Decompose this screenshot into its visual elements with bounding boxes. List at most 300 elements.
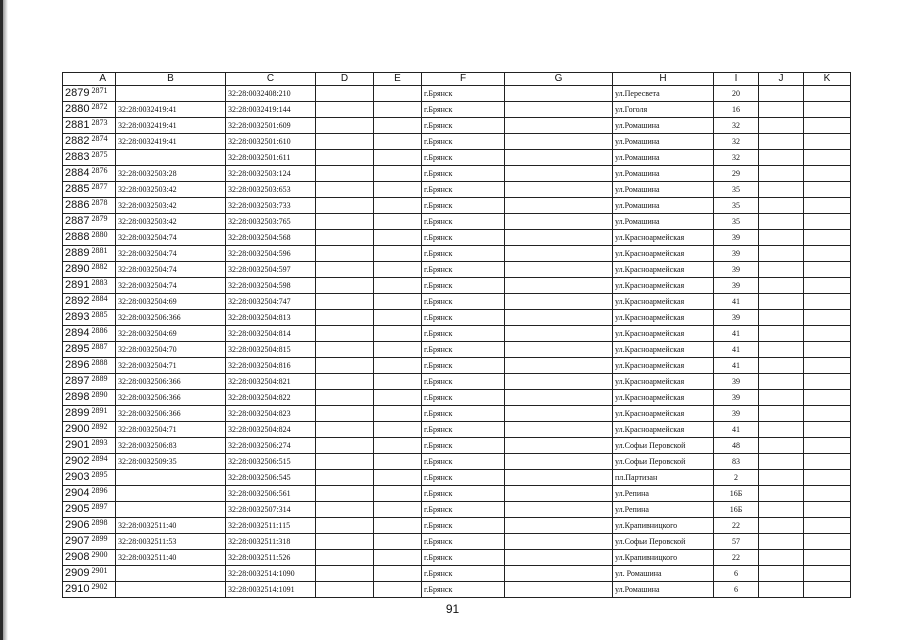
cell-c: 32:28:0032503:733 [226,198,316,214]
cell-i: 6 [714,582,759,598]
cell-j [759,534,804,550]
cell-a: 2871 [91,86,116,102]
cell-a: 2874 [91,134,116,150]
cell-j [759,342,804,358]
cell-b: 32:28:0032504:69 [116,326,226,342]
table-row [63,182,851,198]
cell-a: 2882 [91,262,116,278]
cell-g [505,198,613,214]
cell-j [759,374,804,390]
cell-f: г.Брянск [422,470,505,486]
cell-a: 2875 [91,150,116,166]
cell-a: 2879 [91,214,116,230]
cell-d [316,422,374,438]
cell-h: ул.Красноармейская [613,422,714,438]
row-number: 2894 [63,326,91,342]
cell-a: 2883 [91,278,116,294]
cell-e [374,470,422,486]
cell-g [505,230,613,246]
cell-k [804,230,851,246]
cell-c: 32:28:0032504:568 [226,230,316,246]
column-header-f: F [422,73,505,86]
cell-g [505,278,613,294]
cell-f: г.Брянск [422,550,505,566]
row-number: 2884 [63,166,91,182]
cell-f: г.Брянск [422,454,505,470]
cell-i: 32 [714,118,759,134]
header-corner [63,73,91,86]
cell-e [374,342,422,358]
cell-k [804,278,851,294]
row-number: 2892 [63,294,91,310]
cell-d [316,374,374,390]
cell-i: 32 [714,150,759,166]
cell-b: 32:28:0032419:41 [116,102,226,118]
cell-c: 32:28:0032506:545 [226,470,316,486]
cell-i: 57 [714,534,759,550]
cell-b [116,470,226,486]
cell-c: 32:28:0032503:765 [226,214,316,230]
table-body [63,86,851,598]
cell-f: г.Брянск [422,182,505,198]
cell-g [505,534,613,550]
row-number: 2885 [63,182,91,198]
cell-h: ул.Красноармейская [613,358,714,374]
cell-k [804,150,851,166]
cell-k [804,118,851,134]
cell-d [316,118,374,134]
cell-e [374,518,422,534]
cell-d [316,214,374,230]
cell-h: ул.Красноармейская [613,310,714,326]
row-number: 2897 [63,374,91,390]
cell-k [804,566,851,582]
cell-d [316,406,374,422]
cell-i: 39 [714,310,759,326]
table-row [63,518,851,534]
cell-g [505,262,613,278]
cell-d [316,534,374,550]
cell-h: ул.Красноармейская [613,262,714,278]
cell-f: г.Брянск [422,198,505,214]
cell-k [804,438,851,454]
cell-k [804,454,851,470]
cell-b [116,582,226,598]
table-row [63,582,851,598]
cell-i: 39 [714,374,759,390]
row-number: 2893 [63,310,91,326]
row-number: 2890 [63,262,91,278]
cell-a: 2873 [91,118,116,134]
cell-d [316,294,374,310]
cell-f: г.Брянск [422,342,505,358]
cell-a: 2894 [91,454,116,470]
cell-h: ул.Ромашина [613,166,714,182]
cell-b: 32:28:0032506:366 [116,390,226,406]
cell-j [759,230,804,246]
cell-f: г.Брянск [422,278,505,294]
cell-j [759,438,804,454]
cell-i: 22 [714,550,759,566]
scan-left-shadow [3,0,8,640]
cell-c: 32:28:0032503:653 [226,182,316,198]
cell-d [316,166,374,182]
cell-k [804,166,851,182]
cell-c: 32:28:0032504:824 [226,422,316,438]
cell-j [759,118,804,134]
page-number: 91 [445,602,460,616]
cell-i: 35 [714,182,759,198]
table-row [63,262,851,278]
table-row [63,486,851,502]
cell-d [316,470,374,486]
cell-k [804,550,851,566]
cell-i: 39 [714,230,759,246]
cell-h: ул.Красноармейская [613,326,714,342]
cell-j [759,294,804,310]
cell-g [505,470,613,486]
cell-g [505,582,613,598]
cell-f: г.Брянск [422,390,505,406]
table-row [63,470,851,486]
cell-j [759,102,804,118]
cell-j [759,550,804,566]
cell-d [316,230,374,246]
cell-c: 32:28:0032501:611 [226,150,316,166]
cell-f: г.Брянск [422,262,505,278]
cell-j [759,310,804,326]
cell-b [116,86,226,102]
cell-h: ул.Ромашина [613,182,714,198]
cell-e [374,486,422,502]
cell-b: 32:28:0032504:74 [116,278,226,294]
cell-b: 32:28:0032506:83 [116,438,226,454]
cell-d [316,486,374,502]
row-number: 2895 [63,342,91,358]
cell-g [505,342,613,358]
cell-k [804,294,851,310]
cell-b: 32:28:0032511:40 [116,550,226,566]
cell-i: 39 [714,278,759,294]
cell-d [316,566,374,582]
row-number: 2901 [63,438,91,454]
cell-h: ул.Репина [613,486,714,502]
cell-a: 2887 [91,342,116,358]
cell-f: г.Брянск [422,102,505,118]
cell-d [316,438,374,454]
row-number: 2903 [63,470,91,486]
table-row [63,358,851,374]
cell-a: 2877 [91,182,116,198]
column-header-e: E [374,73,422,86]
table-row [63,294,851,310]
cell-g [505,310,613,326]
table-row [63,150,851,166]
cell-f: г.Брянск [422,294,505,310]
column-header-b: B [116,73,226,86]
cell-e [374,326,422,342]
cell-i: 39 [714,406,759,422]
cell-k [804,326,851,342]
cell-a: 2901 [91,566,116,582]
cell-k [804,470,851,486]
cell-j [759,214,804,230]
cell-c: 32:28:0032501:609 [226,118,316,134]
cell-j [759,566,804,582]
cell-j [759,86,804,102]
cell-c: 32:28:0032504:822 [226,390,316,406]
cell-a: 2872 [91,102,116,118]
column-header-i: I [714,73,759,86]
cell-e [374,310,422,326]
cell-g [505,294,613,310]
cell-e [374,358,422,374]
cell-h: ул.Крапивницкого [613,550,714,566]
cell-i: 16 [714,102,759,118]
table-row [63,550,851,566]
row-number: 2879 [63,86,91,102]
cell-a: 2889 [91,374,116,390]
cell-i: 35 [714,198,759,214]
cell-g [505,390,613,406]
cell-b: 32:28:0032509:35 [116,454,226,470]
cell-k [804,582,851,598]
cell-g [505,550,613,566]
column-header-h: H [613,73,714,86]
cell-a: 2891 [91,406,116,422]
cell-k [804,358,851,374]
cell-e [374,86,422,102]
cell-c: 32:28:0032504:598 [226,278,316,294]
cell-d [316,582,374,598]
cell-i: 29 [714,166,759,182]
cell-j [759,246,804,262]
cell-h: ул.Ромашина [613,150,714,166]
cell-f: г.Брянск [422,534,505,550]
column-header-d: D [316,73,374,86]
cell-g [505,118,613,134]
cell-f: г.Брянск [422,438,505,454]
cell-b [116,150,226,166]
cell-i: 41 [714,422,759,438]
column-header-g: G [505,73,613,86]
row-number: 2900 [63,422,91,438]
table-row [63,102,851,118]
cell-i: 35 [714,214,759,230]
cell-i: 2 [714,470,759,486]
cell-g [505,358,613,374]
cell-c: 32:28:0032419:144 [226,102,316,118]
cell-e [374,246,422,262]
cell-k [804,518,851,534]
cell-e [374,406,422,422]
cell-g [505,374,613,390]
cell-e [374,454,422,470]
cell-h: ул.Гоголя [613,102,714,118]
row-number: 2905 [63,502,91,518]
cell-d [316,358,374,374]
cell-a: 2881 [91,246,116,262]
cell-i: 32 [714,134,759,150]
cell-f: г.Брянск [422,214,505,230]
cell-g [505,406,613,422]
cell-i: 41 [714,294,759,310]
table-row [63,454,851,470]
cell-d [316,310,374,326]
cell-k [804,502,851,518]
cell-c: 32:28:0032514:1091 [226,582,316,598]
row-number: 2909 [63,566,91,582]
cell-a: 2885 [91,310,116,326]
cell-b: 32:28:0032503:42 [116,198,226,214]
cell-h: ул.Ромашина [613,134,714,150]
cell-k [804,182,851,198]
cell-h: ул.Ромашина [613,582,714,598]
cell-g [505,422,613,438]
cell-e [374,566,422,582]
cell-a: 2880 [91,230,116,246]
cell-h: ул.Красноармейская [613,374,714,390]
cell-b: 32:28:0032419:41 [116,118,226,134]
cell-h: ул.Красноармейская [613,278,714,294]
cell-e [374,374,422,390]
cell-b: 32:28:0032506:366 [116,374,226,390]
cell-f: г.Брянск [422,486,505,502]
cell-e [374,582,422,598]
cell-f: г.Брянск [422,246,505,262]
row-number: 2898 [63,390,91,406]
cell-c: 32:28:0032503:124 [226,166,316,182]
row-number: 2904 [63,486,91,502]
cell-g [505,246,613,262]
cell-i: 83 [714,454,759,470]
cell-d [316,454,374,470]
cell-e [374,182,422,198]
cell-b [116,502,226,518]
cell-f: г.Брянск [422,118,505,134]
cell-h: ул.Пересвета [613,86,714,102]
cell-k [804,342,851,358]
cell-j [759,502,804,518]
cell-g [505,326,613,342]
cell-j [759,150,804,166]
cell-e [374,278,422,294]
cell-d [316,278,374,294]
cell-b: 32:28:0032504:74 [116,230,226,246]
cell-j [759,422,804,438]
cell-f: г.Брянск [422,134,505,150]
cell-k [804,374,851,390]
cell-j [759,582,804,598]
cell-h: пл.Партизан [613,470,714,486]
cell-g [505,214,613,230]
cell-a: 2902 [91,582,116,598]
cell-a: 2897 [91,502,116,518]
cell-h: ул.Красноармейская [613,294,714,310]
cell-i: 16Б [714,486,759,502]
row-number: 2887 [63,214,91,230]
row-number: 2888 [63,230,91,246]
cell-g [505,166,613,182]
cell-d [316,262,374,278]
column-header-k: K [804,73,851,86]
cell-i: 16Б [714,502,759,518]
table-row [63,278,851,294]
cell-f: г.Брянск [422,566,505,582]
cell-b: 32:28:0032503:42 [116,214,226,230]
table-row [63,134,851,150]
cell-c: 32:28:0032514:1090 [226,566,316,582]
table-row [63,406,851,422]
table-row [63,230,851,246]
cell-e [374,502,422,518]
cell-j [759,470,804,486]
cell-e [374,550,422,566]
cell-d [316,342,374,358]
cell-i: 22 [714,518,759,534]
cell-c: 32:28:0032504:815 [226,342,316,358]
cell-e [374,118,422,134]
cell-k [804,310,851,326]
cell-c: 32:28:0032511:115 [226,518,316,534]
cell-i: 20 [714,86,759,102]
cell-g [505,150,613,166]
cell-e [374,198,422,214]
cell-c: 32:28:0032504:821 [226,374,316,390]
cell-c: 32:28:0032511:318 [226,534,316,550]
cell-g [505,134,613,150]
cell-k [804,214,851,230]
cell-d [316,182,374,198]
row-number: 2896 [63,358,91,374]
cell-b: 32:28:0032504:70 [116,342,226,358]
cell-k [804,422,851,438]
cell-h: ул.Крапивницкого [613,518,714,534]
table-row [63,438,851,454]
cell-j [759,358,804,374]
cell-c: 32:28:0032506:274 [226,438,316,454]
cell-e [374,230,422,246]
cell-e [374,262,422,278]
row-number: 2891 [63,278,91,294]
cell-k [804,134,851,150]
cell-c: 32:28:0032504:816 [226,358,316,374]
table-row [63,310,851,326]
cell-d [316,198,374,214]
cell-c: 32:28:0032501:610 [226,134,316,150]
cell-j [759,454,804,470]
cell-h: ул.Софьи Перовской [613,438,714,454]
row-number: 2886 [63,198,91,214]
cell-g [505,566,613,582]
cell-d [316,502,374,518]
cell-i: 6 [714,566,759,582]
cell-e [374,534,422,550]
cell-k [804,102,851,118]
spreadsheet-table [62,72,851,598]
cell-f: г.Брянск [422,502,505,518]
cell-a: 2898 [91,518,116,534]
cell-i: 39 [714,262,759,278]
cell-h: ул.Ромашина [613,198,714,214]
cell-b: 32:28:0032506:366 [116,406,226,422]
cell-j [759,198,804,214]
cell-f: г.Брянск [422,150,505,166]
cell-i: 39 [714,246,759,262]
cell-h: ул.Софьи Перовской [613,454,714,470]
cell-a: 2900 [91,550,116,566]
cell-b: 32:28:0032419:41 [116,134,226,150]
